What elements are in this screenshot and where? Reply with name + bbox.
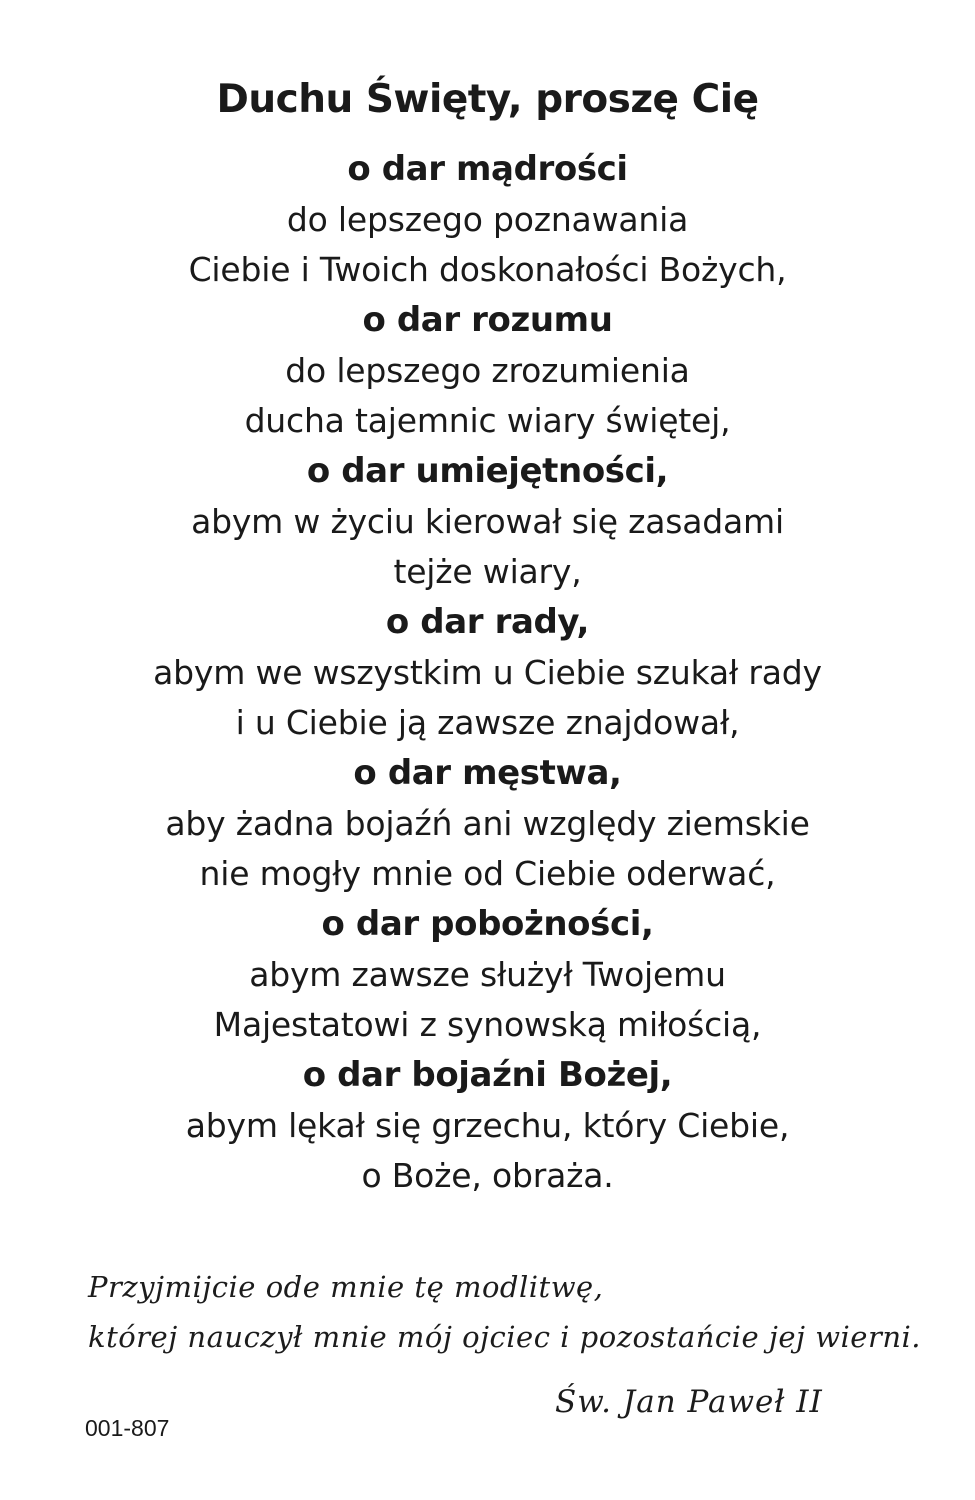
quote-line: której nauczył mnie mój ojciec i pozostańcie jej wierni.	[88, 1320, 921, 1354]
gift-heading: o dar bojaźni Bożej,	[302, 1055, 673, 1095]
prayer-line: abym we wszystkim u Ciebie szukał rady	[153, 653, 822, 692]
gift-heading: o dar umiejętności,	[306, 451, 669, 491]
stanza-fear-of-god	[0, 1049, 975, 1200]
prayer-title: Duchu Święty, proszę Cię	[216, 77, 759, 122]
quote-line: Przyjmijcie ode mnie tę modlitwę,	[88, 1270, 604, 1304]
prayer-line: abym zawsze służył Twojemu	[249, 955, 726, 994]
gift-heading: o dar pobożności,	[321, 904, 654, 944]
prayer-line: i u Ciebie ją zawsze znajdował,	[235, 702, 740, 742]
signature: Św. Jan Paweł II	[555, 1384, 823, 1420]
prayer-line: do lepszego poznawania	[286, 200, 689, 239]
product-code: 001-807	[85, 1415, 170, 1441]
gift-heading: o dar męstwa,	[353, 753, 622, 793]
stanza-counsel	[0, 596, 975, 747]
prayer-line: aby żadna bojaźń ani względy ziemskie	[165, 804, 810, 843]
gift-heading: o dar rady,	[385, 602, 590, 642]
prayer-line: Ciebie i Twoich doskonałości Bożych,	[188, 249, 787, 289]
prayer-line: tejże wiary,	[393, 551, 582, 591]
prayer-line: Majestatowi z synowską miłością,	[213, 1004, 762, 1044]
gift-heading: o dar rozumu	[362, 300, 613, 340]
stanza-fortitude	[0, 747, 975, 898]
prayer-line: abym w życiu kierował się zasadami	[191, 502, 784, 541]
prayer-line: abym lękał się grzechu, który Ciebie,	[185, 1106, 790, 1145]
stanza-knowledge	[0, 445, 975, 596]
prayer-line: o Boże, obraża.	[361, 1155, 614, 1195]
closing-quote	[88, 1262, 921, 1362]
stanza-piety	[0, 898, 975, 1049]
prayer-line: ducha tajemnic wiary świętej,	[244, 400, 731, 440]
stanza-wisdom	[0, 143, 975, 294]
prayer-line: nie mogły mnie od Ciebie oderwać,	[199, 853, 776, 893]
gift-heading: o dar mądrości	[347, 149, 628, 189]
stanza-understanding	[0, 294, 975, 445]
prayer-line: do lepszego zrozumienia	[285, 351, 690, 390]
prayer-body	[0, 143, 975, 1200]
